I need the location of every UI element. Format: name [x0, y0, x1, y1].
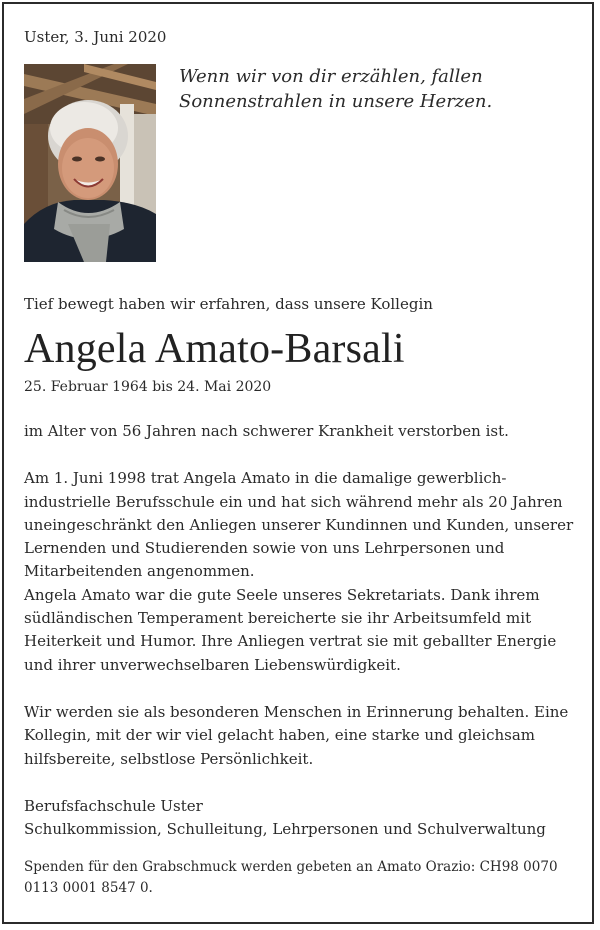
life-dates: 25. Februar 1964 bis 24. Mai 2020 [24, 379, 272, 395]
signature-block [24, 795, 574, 842]
portrait-photo [24, 64, 156, 262]
signature-org: Berufsfachschule Uster [24, 796, 203, 815]
paragraph-career: Am 1. Juni 1998 trat Angela Amato in die damalige gewerblich-industrielle Berufsschule ein und hat sich während mehr als 20 Jahren uneingeschränkt den Anliegen unserer Kundinnen und Kunden, unserer Lernenden und Studierenden sowie von uns Lehrpersonen und Mitarbeitenden angenommen. [24, 469, 574, 581]
paragraph-remembrance: Wir werden sie als besonderen Menschen in Erinnerung behalten. Eine Kollegin, mit der wir viel gelacht haben, eine starke und gleichsam hilfsbereite, selbstlose Persönlichkeit. [24, 702, 569, 768]
donation-note: Spenden für den Grabschmuck werden gebeten an Amato Orazio: CH98 0070 0113 0001 8547 0. [24, 859, 558, 897]
quote-line-2: Sonnenstrahlen in unsere Herzen. [179, 91, 493, 112]
signature-groups: Schulkommission, Schulleitung, Lehrpersonen und Schulverwaltung [24, 820, 546, 839]
intro-text: Tief bewegt haben wir erfahren, dass unsere Kollegin [24, 295, 433, 313]
quote-line-1: Wenn wir von dir erzählen, fallen [179, 66, 483, 87]
deceased-name: Angela Amato-Barsali [24, 326, 405, 372]
place-date: Uster, 3. Juni 2020 [24, 28, 167, 46]
obituary-content [24, 26, 574, 899]
age-line: im Alter von 56 Jahren nach schwerer Krankheit verstorben ist. [24, 422, 509, 440]
header-row [24, 64, 574, 269]
memorial-quote [179, 64, 574, 114]
paragraph-personality: Angela Amato war die gute Seele unseres Sekretariats. Dank ihrem südländischen Temperament bereicherte sie ihr Arbeitsumfeld mit Heiterkeit und Humor. Ihre Anliegen vertrat sie mit geballter Energie und ihrer unverwechselbaren Liebenswürdigkeit. [24, 585, 557, 674]
